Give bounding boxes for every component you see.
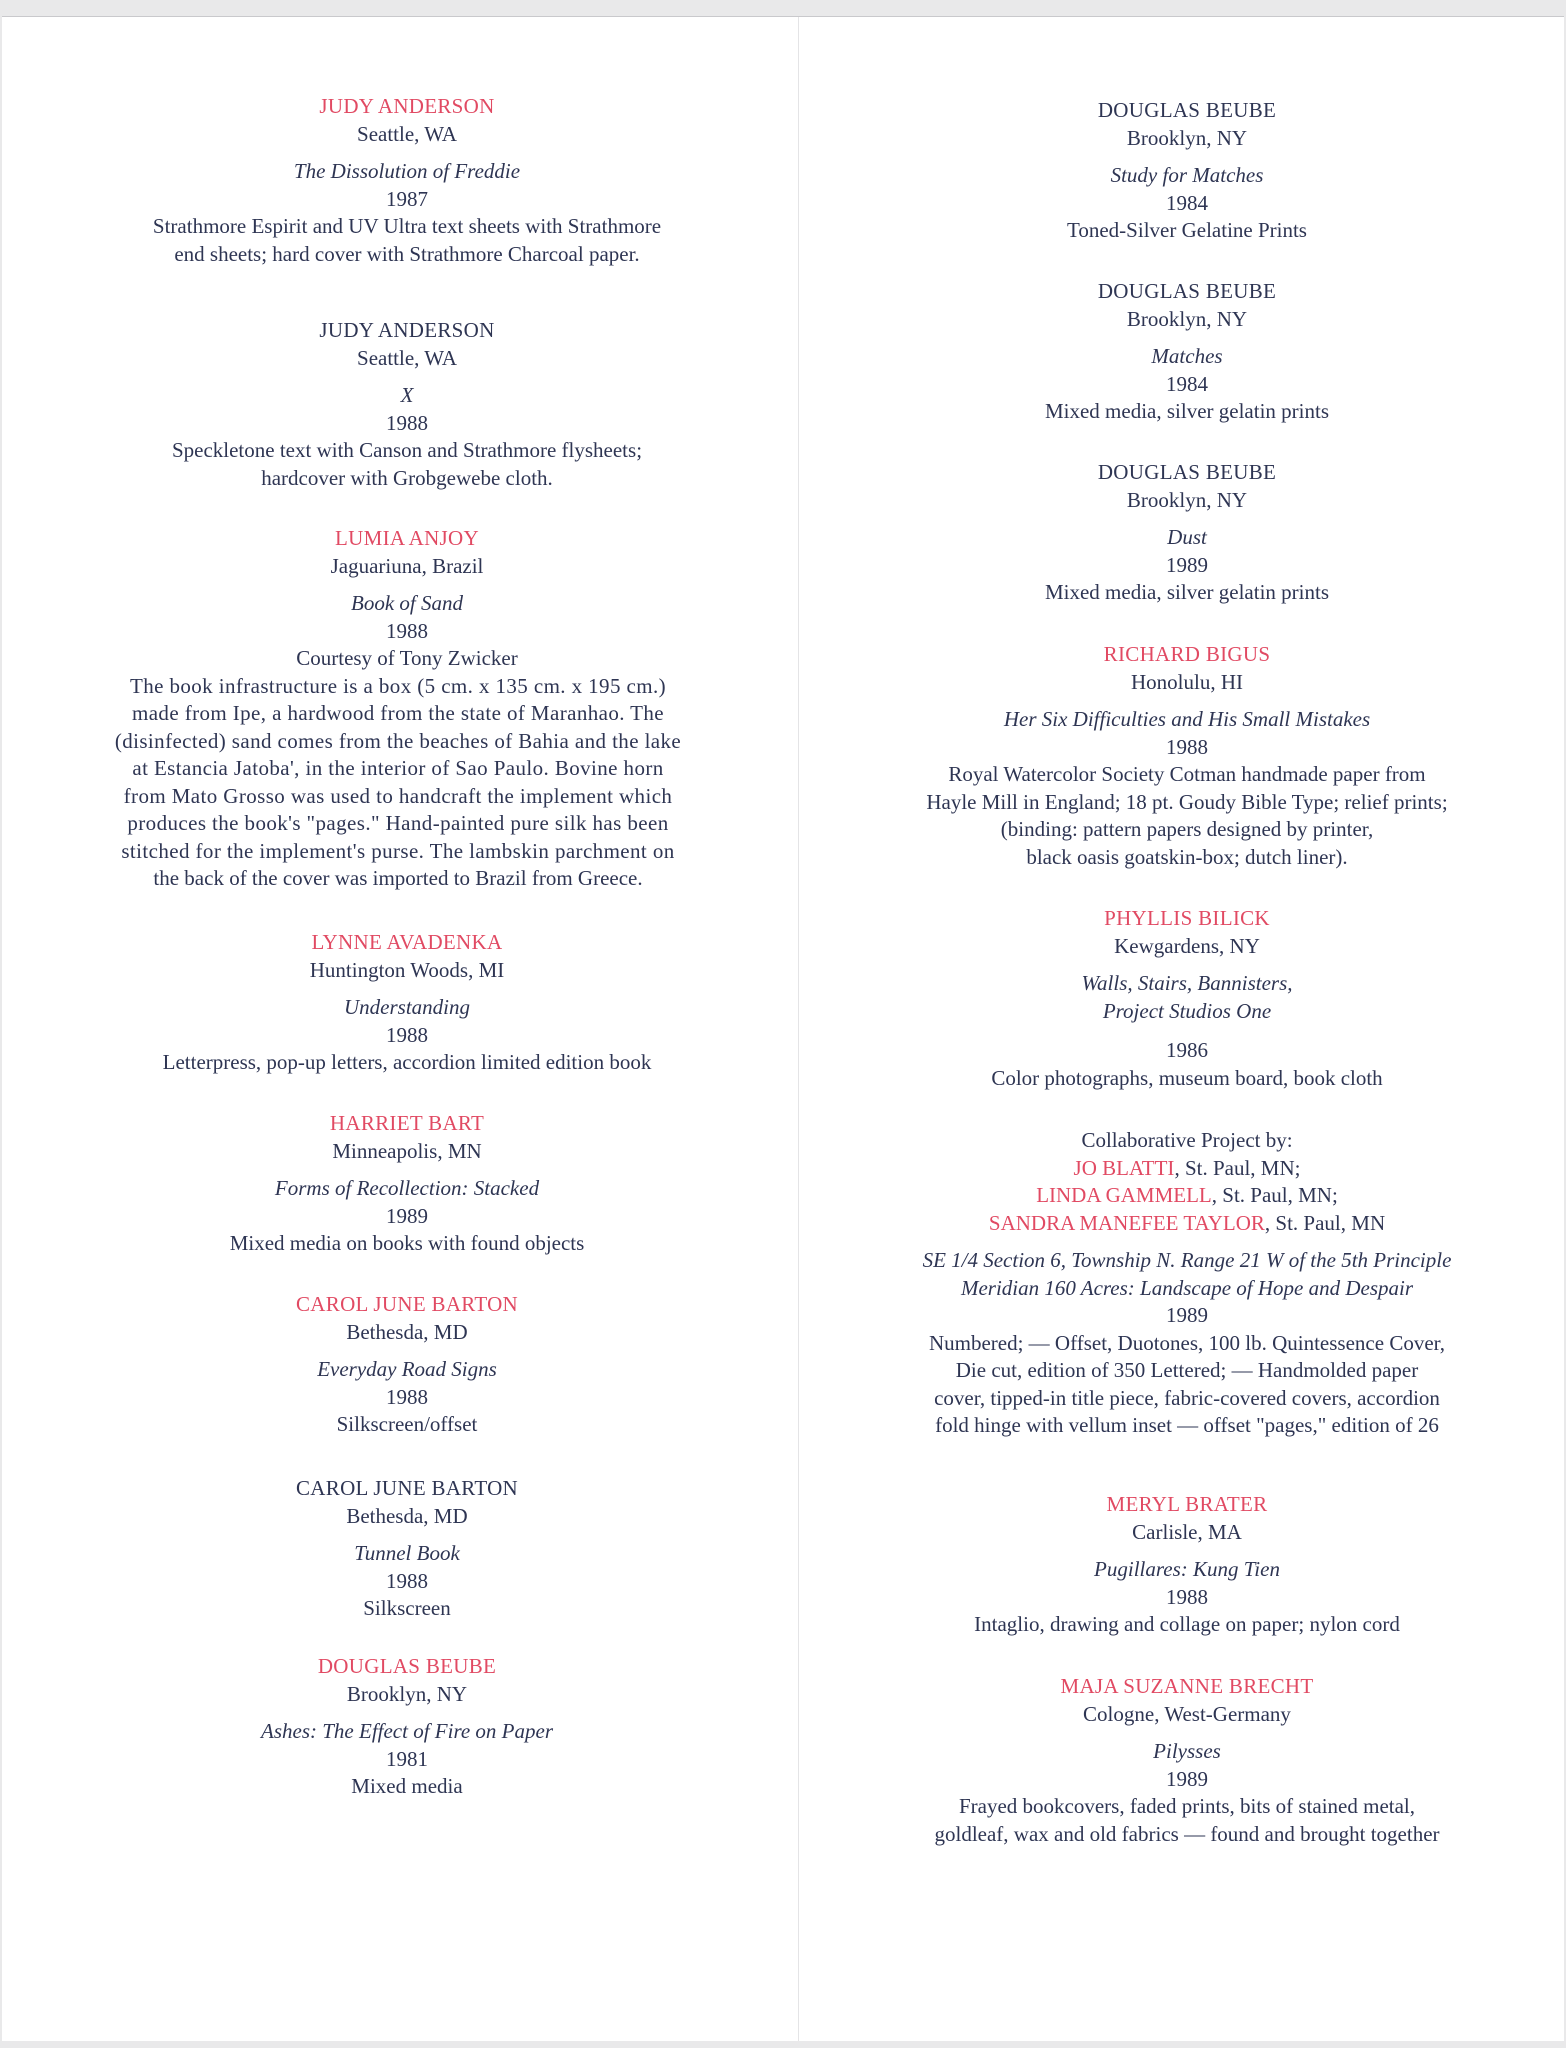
work-title: Understanding — [344, 995, 470, 1019]
artist-location: Kewgardens, NY — [1114, 933, 1260, 958]
work-year: 1989 — [1166, 552, 1208, 577]
collaborator — [872, 1182, 1502, 1210]
description-line: at Estancia Jatoba', in the interior of Sao Paulo. Bovine horn — [132, 756, 664, 780]
artist-location: Bethesda, MD — [346, 1319, 468, 1344]
work-title: X — [400, 383, 414, 407]
work-title — [872, 1247, 1502, 1302]
description-line: fold hinge with vellum inset — offset "pages," edition of 26 — [935, 1413, 1439, 1437]
catalog-entry — [92, 93, 722, 268]
artist-location: Carlisle, MA — [1132, 1519, 1242, 1544]
description-line: Royal Watercolor Society Cotman handmade paper from — [948, 762, 1426, 786]
work-description — [872, 1330, 1502, 1440]
description-line: cover, tipped-in title piece, fabric-covered covers, accordion — [934, 1385, 1440, 1410]
collaborator — [872, 1155, 1502, 1183]
description-line: Die cut, edition of 350 Lettered; — Handmolded paper — [955, 1358, 1419, 1382]
catalog-entry — [92, 1475, 722, 1623]
catalog-entry — [872, 641, 1502, 871]
description-line: end sheets; hard cover with Strathmore Charcoal paper. — [174, 241, 640, 266]
artist-name: DOUGLAS BEUBE — [1097, 279, 1277, 303]
artist-location: Brooklyn, NY — [1126, 487, 1248, 512]
artist-location: Brooklyn, NY — [346, 1681, 468, 1706]
catalog-entry — [872, 1673, 1502, 1848]
description-line: Frayed bookcovers, faded prints, bits of stained metal, — [958, 1794, 1416, 1818]
artist-location: Seattle, WA — [357, 345, 457, 370]
work-description: Toned-Silver Gelatine Prints — [1067, 218, 1307, 242]
work-description — [872, 761, 1502, 871]
artist-location: Brooklyn, NY — [1126, 125, 1248, 150]
collaborator-name: SANDRA MANEFEE TAYLOR — [988, 1210, 1265, 1235]
catalog-entry — [92, 1291, 722, 1439]
description-line: The book infrastructure is a box (5 cm. x 135 cm. x 195 cm.) — [129, 673, 667, 698]
work-description: Mixed media — [351, 1774, 463, 1798]
work-year: 1988 — [386, 410, 428, 435]
work-year: 1987 — [386, 186, 428, 211]
work-title: Tunnel Book — [354, 1541, 460, 1565]
work-title: The Dissolution of Freddie — [293, 159, 521, 183]
work-description: Mixed media on books with found objects — [229, 1231, 585, 1255]
work-description — [92, 213, 722, 268]
artist-location: Honolulu, HI — [1131, 669, 1243, 694]
collaborator-place: , St. Paul, MN — [1264, 1210, 1386, 1235]
artist-name: JUDY ANDERSON — [319, 318, 495, 342]
work-title — [872, 970, 1502, 1025]
catalog-entry — [872, 278, 1502, 426]
artist-location: Cologne, West-Germany — [1083, 1701, 1291, 1726]
title-line: Project Studios One — [1102, 998, 1272, 1023]
artist-name: JUDY ANDERSON — [319, 94, 495, 118]
catalog-entry — [92, 1653, 722, 1801]
description-line: (disinfected) sand comes from the beaches of Bahia and the lake — [114, 728, 682, 753]
work-title: Matches — [1151, 344, 1223, 368]
work-title: Pilysses — [1153, 1739, 1221, 1763]
catalog-page — [2, 16, 1564, 2041]
work-title: Pugillares: Kung Tien — [1094, 1557, 1280, 1581]
collaborator-name: JO BLATTI — [1073, 1155, 1175, 1180]
work-year: 1984 — [1166, 371, 1208, 396]
artist-location: Huntington Woods, MI — [309, 957, 505, 982]
work-description: Mixed media, silver gelatin prints — [1044, 399, 1330, 423]
artist-location: Seattle, WA — [357, 121, 457, 146]
description-line: (binding: pattern papers designed by printer, — [1000, 817, 1374, 841]
work-title: Study for Matches — [1110, 163, 1264, 187]
description-line: Numbered; — Offset, Duotones, 100 lb. Quintessence Cover, — [928, 1330, 1446, 1355]
description-line: Strathmore Espirit and UV Ultra text sheets with Strathmore — [152, 214, 662, 238]
description-line: made from Ipe, a hardwood from the state of Maranhao. The — [131, 701, 665, 725]
artist-location: Minneapolis, MN — [332, 1138, 482, 1163]
work-description: Mixed media, silver gelatin prints — [1044, 580, 1330, 604]
description-line: produces the book's "pages." Hand-painted pure silk has been — [127, 811, 669, 835]
catalog-entry — [872, 1491, 1502, 1639]
collaborator-place: , St. Paul, MN; — [1211, 1183, 1338, 1207]
artist-name: DOUGLAS BEUBE — [1097, 460, 1277, 484]
collaborative-entry — [872, 1127, 1502, 1440]
catalog-entry — [872, 97, 1502, 245]
collaborator-place: , St. Paul, MN; — [1174, 1155, 1301, 1180]
work-description: Color photographs, museum board, book cloth — [991, 1065, 1383, 1090]
description-line: goldleaf, wax and old fabrics — found and brought together — [934, 1821, 1440, 1846]
title-line: Meridian 160 Acres: Landscape of Hope and Despair — [960, 1275, 1414, 1300]
work-year: 1988 — [386, 618, 428, 643]
collaborator — [872, 1210, 1502, 1238]
artist-name: RICHARD BIGUS — [1103, 642, 1271, 666]
work-title: Everyday Road Signs — [317, 1357, 497, 1381]
work-description — [82, 673, 714, 893]
artist-name: MAJA SUZANNE BRECHT — [1060, 1674, 1314, 1698]
work-year: 1989 — [1166, 1303, 1208, 1327]
work-title: Ashes: The Effect of Fire on Paper — [261, 1719, 553, 1743]
page-fold — [798, 17, 799, 2041]
catalog-entry — [92, 929, 722, 1077]
work-year: 1988 — [386, 1568, 428, 1593]
work-year: 1986 — [1166, 1038, 1208, 1062]
description-line: the back of the cover was imported to Brazil from Greece. — [153, 866, 643, 890]
catalog-entry — [872, 459, 1502, 607]
work-description: Intaglio, drawing and collage on paper; nylon cord — [974, 1612, 1400, 1636]
description-line: Hayle Mill in England; 18 pt. Goudy Bible Type; relief prints; — [926, 789, 1448, 814]
collaborator-name: LINDA GAMMELL — [1036, 1183, 1212, 1207]
artist-name: PHYLLIS BILICK — [1104, 906, 1270, 930]
work-year: 1981 — [386, 1746, 428, 1771]
description-line: Speckletone text with Canson and Strathmore flysheets; — [171, 438, 643, 462]
description-line: stitched for the implement's purse. The lambskin parchment on — [121, 838, 675, 863]
description-line: black oasis goatskin-box; dutch liner). — [1026, 844, 1348, 869]
work-year: 1988 — [1166, 734, 1208, 759]
work-title: Book of Sand — [351, 591, 463, 615]
catalog-entry — [92, 1110, 722, 1258]
work-title: Dust — [1167, 525, 1207, 549]
catalog-entry — [92, 525, 722, 893]
description-line: from Mato Grosso was used to handcraft the implement which — [123, 783, 673, 808]
work-year: 1989 — [386, 1203, 428, 1228]
artist-name: CAROL JUNE BARTON — [295, 1292, 519, 1316]
work-description: Silkscreen — [363, 1596, 451, 1620]
work-year: 1988 — [386, 1022, 428, 1047]
work-description: Letterpress, pop-up letters, accordion limited edition book — [162, 1050, 652, 1074]
work-year: 1988 — [386, 1384, 428, 1409]
catalog-entry — [872, 905, 1502, 1092]
work-title: Forms of Recollection: Stacked — [274, 1176, 540, 1200]
work-description — [872, 1793, 1502, 1848]
work-year: 1988 — [1166, 1584, 1208, 1609]
collab-label: Collaborative Project by: — [1081, 1128, 1293, 1152]
artist-location: Brooklyn, NY — [1126, 306, 1248, 331]
work-credit: Courtesy of Tony Zwicker — [296, 646, 518, 670]
artist-name: MERYL BRATER — [1106, 1492, 1268, 1516]
description-line: hardcover with Grobgewebe cloth. — [261, 465, 553, 490]
catalog-entry — [92, 317, 722, 492]
work-description — [92, 437, 722, 492]
artist-name: DOUGLAS BEUBE — [317, 1654, 497, 1678]
work-description: Silkscreen/offset — [336, 1412, 478, 1436]
title-line: SE 1/4 Section 6, Township N. Range 21 W of the 5th Principle — [922, 1248, 1452, 1272]
work-year: 1984 — [1166, 190, 1208, 215]
artist-name: LUMIA ANJOY — [335, 526, 479, 550]
work-year: 1989 — [1166, 1766, 1208, 1791]
artist-location: Bethesda, MD — [346, 1503, 468, 1528]
artist-name: LYNNE AVADENKA — [311, 930, 503, 954]
title-line: Walls, Stairs, Bannisters, — [1081, 971, 1293, 995]
artist-location: Jaguariuna, Brazil — [330, 553, 484, 578]
work-title: Her Six Difficulties and His Small Mistakes — [1003, 707, 1371, 731]
artist-name: DOUGLAS BEUBE — [1097, 98, 1277, 122]
artist-name: HARRIET BART — [329, 1111, 485, 1135]
artist-name: CAROL JUNE BARTON — [295, 1476, 519, 1500]
